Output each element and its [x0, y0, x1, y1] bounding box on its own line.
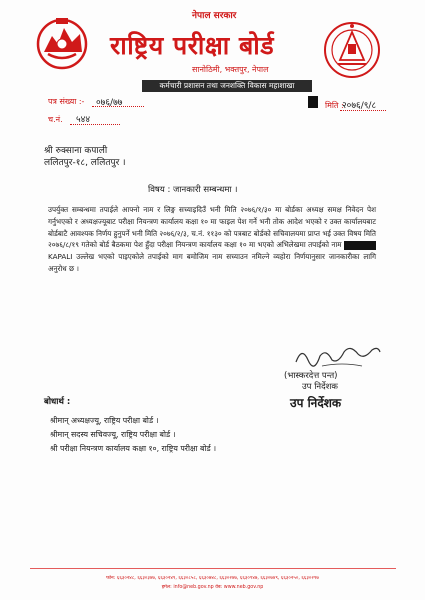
body-part-1: उपर्युक्त सम्बन्धमा तपाईले आफ्नो नाम र लिङ्ग सच्याइदिउँ भनी मिति २०७६/१/३० मा बोर्डका अध्यक्ष समक्ष निवेदन पेश गर्नुभएको र अध्यक्षज्यूबाट परीक्षा नियन्त्रण कार्यालय कक्षा १० मा फाइल पेश गर्ने भनी तोक आदेश भएको र उक्त कार्यालयबाट बोर्डबाटै आवश्यक निर्णय हुनुपर्ने भनी मिति २०७६/२/३, च.नं. ११३० को पत्रबाट बोर्डको सचिवालयमा प्राप्त भई उक्त विषय मिति २०७६/८/१९ गतेको बोर्ड बैठकमा पेश हुँदा परीक्षा नियन्त्रण कार्यालय कक्षा १० मा भएको अभिलेखमा तपाईको नाम — [48, 205, 376, 250]
chalani-label: च.नं. — [48, 115, 63, 124]
footer-phones: फोन: ६६३०२४८, ६६३०३४७, ६६३०२४९, ६६३०८५८, ६६३०७४८, ६६३०२४७, ६६३०९४७, ६६३०७४९, ६६३०२५०, ६६३०२९७ — [106, 576, 319, 581]
footer-contact: इमेल: info@neb.gov.np वेब: www.neb.gov.np — [161, 585, 264, 590]
chalani-value: ५४४ — [76, 115, 91, 125]
redacted-name — [344, 241, 376, 250]
cc-item: श्रीमान् अध्यक्षज्यू, राष्ट्रिय परीक्षा बोर्ड । — [50, 416, 159, 425]
government-label: नेपाल सरकार — [192, 11, 237, 21]
recipient-address: ललितपुर-१८, ललितपुर । — [44, 158, 126, 168]
recipient-name: श्री रुक्साना कपाली — [44, 146, 108, 156]
footer-divider — [30, 568, 396, 569]
redacted-block — [308, 96, 318, 108]
nepal-emblem-icon — [34, 14, 90, 70]
signatory-name: (भास्करदेत्त पन्त) — [284, 371, 338, 381]
cc-item: श्रीमान् सदस्य सचिवज्यू, राष्ट्रिय परीक्षा बोर्ड । — [50, 430, 176, 439]
cc-item: श्री परीक्षा नियन्त्रण कार्यालय कक्षा १०, राष्ट्रिय परीक्षा बोर्ड । — [50, 444, 217, 453]
date-label: मिति : — [325, 101, 344, 110]
board-seal-icon — [322, 20, 382, 80]
division-banner: कर्मचारी प्रशासन तथा जनशक्ति विकास महाशाखा — [142, 80, 312, 92]
date-line — [340, 110, 386, 111]
signatory-title: उप निर्देशक — [302, 382, 338, 392]
cc-label: बोधार्थ : — [44, 397, 71, 407]
signatory-title-stamp: उप निर्देशक — [290, 396, 342, 410]
letter-body — [48, 204, 376, 275]
signature-icon — [292, 338, 382, 372]
organization-address: सानोठिमी, भक्तपुर, नेपाल — [192, 65, 269, 74]
patra-sankhya-label: पत्र संख्या :- — [48, 97, 85, 106]
patra-sankhya-value: ०७६/७७ — [96, 98, 123, 108]
date-value: २०७६/९/८ — [342, 101, 377, 111]
organization-name: राष्ट्रिय परीक्षा बोर्ड — [110, 31, 275, 60]
subject-line: विषय : जानकारी सम्बन्धमा । — [148, 185, 238, 195]
body-part-2: KAPALI उल्लेख भएको पाइएकोले तपाईको माग बमोजिम नाम सच्याउन नमिल्ने व्यहोरा निर्णयानुसार जानकारीका लागि अनुरोध छ । — [48, 252, 376, 273]
